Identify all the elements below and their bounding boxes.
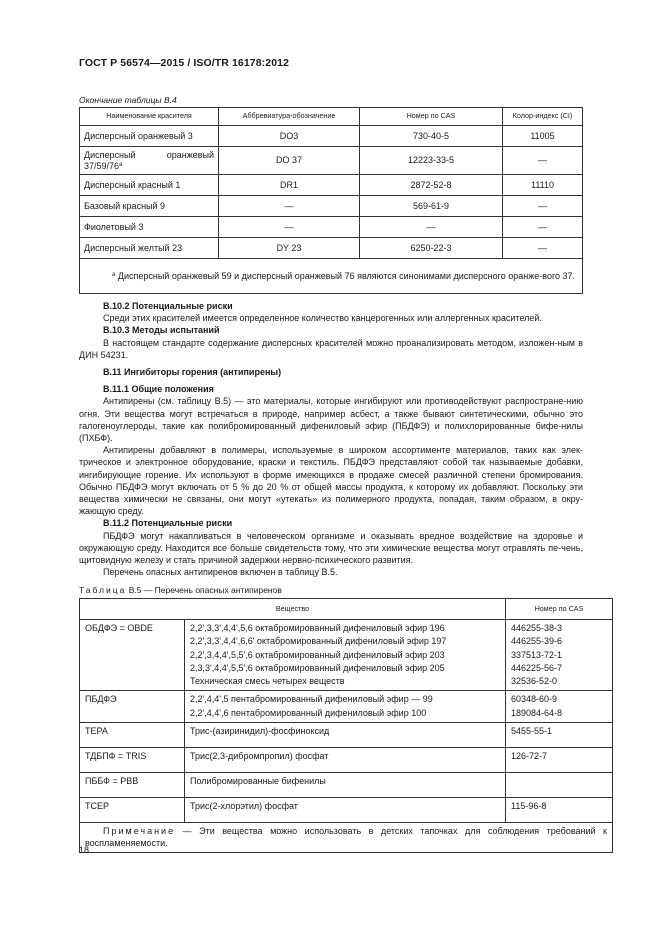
table-footnote-row xyxy=(80,259,583,294)
substance-line: 2,2',4,4',6 пентабромированный дифениловый эфир 100 xyxy=(190,707,427,718)
note-label: Примечание xyxy=(103,826,176,837)
document-header: ГОСТ Р 56574—2015 / ISO/TR 16178:2012 xyxy=(79,57,290,69)
dye-name xyxy=(80,147,219,175)
dye-cas: 6250-22-3 xyxy=(360,238,503,259)
table-row xyxy=(80,723,613,748)
cas-number: 337513-72-1 xyxy=(511,649,563,660)
substance-name: Трис(2,3-дибромпропил) фосфат xyxy=(185,748,506,773)
dye-abbr: — xyxy=(219,196,360,217)
column-header: Аббревиатура-обозначение xyxy=(219,108,360,126)
paragraph: Среди этих красителей имеется определенное количество канцерогенных или аллергенных красителей. xyxy=(103,313,542,324)
dye-name: Фиолетовый 3 xyxy=(80,217,219,238)
dye-cas: 12223-33-5 xyxy=(360,147,503,175)
cas-number: 115-96-8 xyxy=(506,798,613,823)
dye-ci: — xyxy=(503,238,583,259)
dye-abbr: DO 37 xyxy=(219,147,360,175)
dye-cas: — xyxy=(360,217,503,238)
footnote-text: Дисперсный оранжевый 59 и дисперсный оранжевый 76 являются синонимами дисперсного оранже-вого 37. xyxy=(117,271,576,281)
substance-abbr: ОБДФЭ = OBDE xyxy=(80,620,185,691)
substance-abbr: ПББФ = PBB xyxy=(80,773,185,798)
substance-abbr: TEPA xyxy=(80,723,185,748)
table-row xyxy=(80,691,613,723)
dye-abbr: DR1 xyxy=(219,175,360,196)
table-b5-caption xyxy=(79,584,282,596)
table-header-row xyxy=(80,108,583,126)
substance-name: Полибромированные бифенилы xyxy=(185,773,506,798)
dye-name: Дисперсный желтый 23 xyxy=(80,238,219,259)
section-heading: В.11.1 Общие положения xyxy=(103,384,214,395)
dye-cas: 569-61-9 xyxy=(360,196,503,217)
column-header: Наименование красителя xyxy=(80,108,219,126)
page-number: 18 xyxy=(79,845,90,855)
table-row xyxy=(80,196,583,217)
substance-line: 2,2',3,3',4,4',5,6 октабромированный дифениловый эфир 196 xyxy=(190,623,445,633)
cas-number xyxy=(506,773,613,798)
section-heading: В.11.2 Потенциальные риски xyxy=(103,518,233,529)
dye-ci: — xyxy=(503,196,583,217)
table-row xyxy=(80,748,613,773)
substance-line: Техническая смесь четырех веществ xyxy=(190,676,345,687)
table-footnote xyxy=(80,259,583,294)
column-header: Номер по CAS xyxy=(506,599,613,620)
table-note-row xyxy=(80,823,613,853)
dye-cas: 730-40-5 xyxy=(360,126,503,147)
table-row xyxy=(80,126,583,147)
dye-abbr: — xyxy=(219,217,360,238)
table-b5 xyxy=(79,598,613,853)
dye-name-line1: Дисперсный оранжевый xyxy=(84,149,214,160)
dye-ci: 11005 xyxy=(503,126,583,147)
dye-name: Базовый красный 9 xyxy=(80,196,219,217)
section-heading: В.10.2 Потенциальные риски xyxy=(103,301,233,311)
dye-ci: 11110 xyxy=(503,175,583,196)
cas-number: 32536-52-0 xyxy=(511,676,558,687)
substance-line: 2,2',3,4,4',5,5',6 октабромированный дифениловый эфир 203 xyxy=(190,649,445,660)
section-heading: В.10.3 Методы испытаний xyxy=(103,325,220,336)
dye-ci: — xyxy=(503,147,583,175)
substance-name: Трис(2-хлорэтил) фосфат xyxy=(185,798,506,823)
column-header: Колор-индекс (CI) xyxy=(503,108,583,126)
cas-number: 446255-38-3 xyxy=(511,623,563,633)
table-note xyxy=(80,823,613,853)
body-text xyxy=(79,300,583,578)
dye-name: Дисперсный оранжевый 3 xyxy=(80,126,219,147)
table-row xyxy=(80,175,583,196)
paragraph: ПБДФЭ могут накапливаться в человеческом организме и оказывать вредное воздействие на здоровье и окружающую среду. Находится все больше свидетельств тому, что эти химические вещества могут отравлять пе-чень, щитовидную железу и стать причиной задержки нервно-психического развития. xyxy=(79,530,583,566)
cas-number: 189084-64-8 xyxy=(511,707,563,718)
paragraph: Антипирены (см. таблицу В.5) — это материалы, которые ингибируют или противодействуют распростране-нию огня. Эти вещества могут встречаться в природе, например асбест, а также бывают синтетическими, обычно это галогеноуглероды, такие как полибромированный дифениловый эфир (ПБДФЭ) и полихлорированные бифе-нилы (ПХБФ). xyxy=(79,396,583,444)
substance-name: Трис-(азиринидил)-фосфиноксид xyxy=(185,723,506,748)
table-b4-caption: Окончание таблицы В.4 xyxy=(79,95,177,105)
table-row xyxy=(80,147,583,175)
table-row xyxy=(80,773,613,798)
caption-prefix: Таблица xyxy=(79,585,127,595)
table-row xyxy=(80,620,613,691)
cas-number: 126-72-7 xyxy=(506,748,613,773)
footnote-mark: а xyxy=(112,272,116,278)
table-b4 xyxy=(79,107,583,294)
table-row xyxy=(80,217,583,238)
note-text: — Эти вещества можно использовать в детских тапочках для соблюдения требований к воспламеняемости. xyxy=(85,826,607,849)
substance-cas xyxy=(506,620,613,691)
substance-abbr: ПБДФЭ xyxy=(80,691,185,723)
column-header: Вещество xyxy=(80,599,506,620)
paragraph: В настоящем стандарте содержание дисперсных красителей можно проанализировать методом, изложен-ным в ДИН 54231. xyxy=(79,337,583,360)
substance-abbr: ТДБПФ = TRIS xyxy=(80,748,185,773)
column-header: Номер по CAS xyxy=(360,108,503,126)
dye-ci: — xyxy=(503,217,583,238)
cas-number: 60348-60-9 xyxy=(511,694,558,705)
substance-names xyxy=(185,691,506,723)
footnote-mark: а xyxy=(119,161,123,168)
table-row xyxy=(80,798,613,823)
dye-abbr: DO3 xyxy=(219,126,360,147)
table-header-row xyxy=(80,599,613,620)
dye-abbr: DY 23 xyxy=(219,238,360,259)
section-heading: В.11 Ингибиторы горения (антипирены) xyxy=(103,367,282,378)
substance-cas xyxy=(506,691,613,723)
substance-line: 2,3,3',4,4',5,5',6 октабромированный дифениловый эфир 205 xyxy=(190,662,445,673)
dye-cas: 2872-52-8 xyxy=(360,175,503,196)
table-row xyxy=(80,238,583,259)
substance-line: 2,2',4,4',5 пентабромированный дифениловый эфир — 99 xyxy=(190,694,433,705)
cas-number: 446225-56-7 xyxy=(511,662,563,673)
substance-line: 2,2',3,3',4,4',6,6' октабромированный дифениловый эфир 197 xyxy=(190,636,447,647)
substance-abbr: TCEP xyxy=(80,798,185,823)
dye-name-line2: 37/59/76 xyxy=(84,160,120,171)
paragraph: Антипирены добавляют в полимеры, используемые в широком ассортименте материалов, таких как элек-трическое и электронное оборудование, краски и текстиль. ПБДФЭ представляют собой так называемые добавки, ингибирующие горение. Их используют в форме имеющихся в продаже смесей различной степени бромирования. Обычно ПБДФЭ могут включать от 5 % до 20 % от общей массы продукта, к которому их добавляют. Поскольку эти вещества химически не связаны, они могут «утекать» из полимерного продукта, попадая, таким образом, в окру-жающую среду. xyxy=(79,445,583,517)
dye-name: Дисперсный красный 1 xyxy=(80,175,219,196)
cas-number: 5455-55-1 xyxy=(506,723,613,748)
caption-text: В.5 — Перечень опасных антипиренов xyxy=(128,585,282,595)
cas-number: 446255-39-6 xyxy=(511,636,563,647)
paragraph: Перечень опасных антипиренов включен в таблицу В.5. xyxy=(103,567,338,578)
substance-names xyxy=(185,620,506,691)
